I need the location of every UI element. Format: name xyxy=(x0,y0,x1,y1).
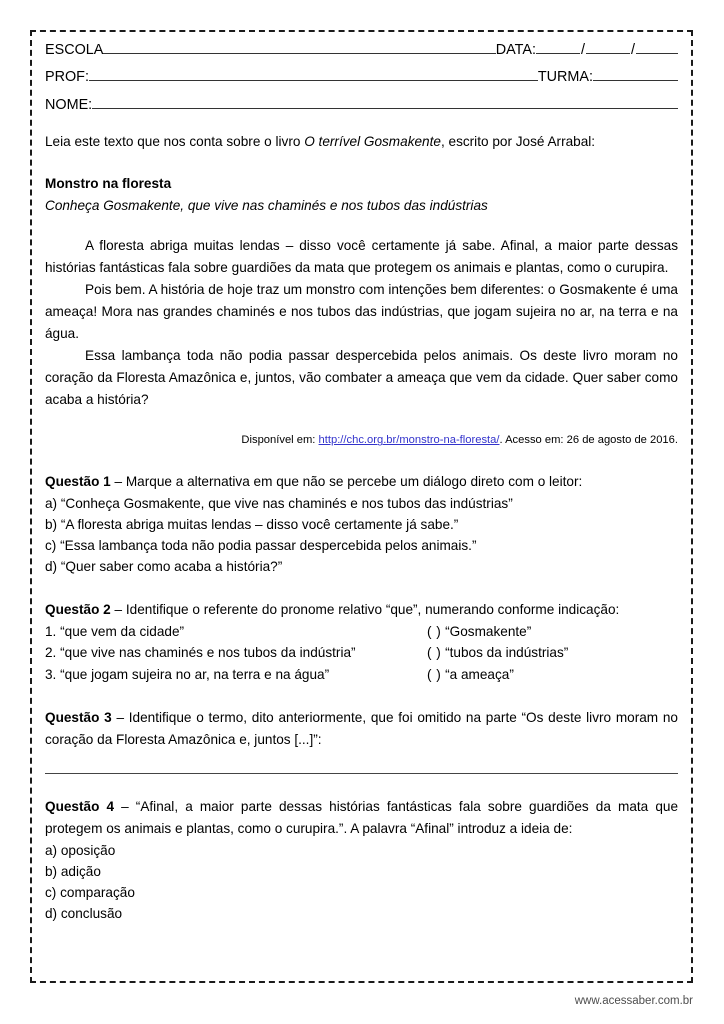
source-prefix: Disponível em: xyxy=(241,434,319,447)
source-url-link[interactable]: http://chc.org.br/monstro-na-floresta/ xyxy=(318,434,500,447)
question-4-alternative-b[interactable]: b) adição xyxy=(45,863,101,879)
name-input-line[interactable] xyxy=(92,97,678,109)
match-item-right xyxy=(427,642,678,663)
question-1-prompt xyxy=(45,471,678,493)
teacher-input-line[interactable] xyxy=(89,69,538,81)
book-title: O terrível Gosmakente xyxy=(304,134,441,150)
match-item-right xyxy=(427,664,678,685)
question-2-text: Identifique o referente do pronome relativo “que”, numerando conforme indicação: xyxy=(125,602,620,618)
date-label: DATA: xyxy=(495,42,536,58)
match-row xyxy=(45,621,678,642)
question-1-alternative-d[interactable]: d) “Quer saber como acaba a história?” xyxy=(45,559,283,575)
match-answer-box[interactable]: ( ) xyxy=(427,666,442,682)
question-3-number: Questão 3 xyxy=(45,709,112,725)
match-item-right xyxy=(427,621,678,642)
class-label: TURMA: xyxy=(537,69,593,86)
question-3-prompt xyxy=(45,707,678,751)
source-line xyxy=(45,433,678,449)
question-4-dash: – xyxy=(114,798,136,814)
question-4-alternative-d[interactable]: d) conclusão xyxy=(45,905,123,921)
text-subtitle: Conheça Gosmakente, que vive nas chaminés e nos tubos das indústrias xyxy=(45,197,488,213)
question-4-number: Questão 4 xyxy=(45,798,115,814)
question-2 xyxy=(45,599,678,684)
date-separator-2: / xyxy=(631,42,635,58)
intro-after-title: , escrito por José Arrabal: xyxy=(440,134,596,150)
question-1-text: Marque a alternativa em que não se percebe um diálogo direto com o leitor: xyxy=(125,474,583,490)
match-item-left: 3. “que jogam sujeira no ar, na terra e na água” xyxy=(45,666,330,682)
name-label: NOME: xyxy=(45,96,93,113)
match-answer-box[interactable]: ( ) xyxy=(427,645,442,661)
question-4-text: “Afinal, a maior parte dessas histórias fantásticas fala sobre guardiões da mata que protegem os animais e plantas, como o curupira.”. A palavra “Afinal” introduz a ideia de: xyxy=(45,798,679,836)
text-title: Monstro na floresta xyxy=(45,175,172,191)
footer-website: www.acessaber.com.br xyxy=(574,995,693,1007)
question-1 xyxy=(45,471,678,577)
date-year-input-line[interactable] xyxy=(636,42,678,54)
match-item-left: 2. “que vive nas chaminés e nos tubos da indústria” xyxy=(45,645,356,661)
question-3-answer-line[interactable] xyxy=(45,773,678,774)
school-input-line[interactable] xyxy=(103,42,495,54)
question-4-alternative-c[interactable]: c) comparação xyxy=(45,884,135,900)
match-row xyxy=(45,642,678,663)
date-month-input-line[interactable] xyxy=(586,42,630,54)
question-3-dash: – xyxy=(111,709,129,725)
intro-before-title: Leia este texto que nos conta sobre o livro xyxy=(45,134,305,150)
match-row xyxy=(45,664,678,685)
date-separator-1: / xyxy=(581,42,585,58)
question-4-prompt xyxy=(45,796,678,840)
question-1-number: Questão 1 xyxy=(45,474,111,490)
date-day-input-line[interactable] xyxy=(536,42,580,54)
question-1-alternative-a[interactable]: a) “Conheça Gosmakente, que vive nas chaminés e nos tubos das indústrias” xyxy=(45,496,513,512)
question-3 xyxy=(45,707,678,774)
text-paragraph: Pois bem. A história de hoje traz um monstro com intenções bem diferentes: o Gosmakente é uma ameaça! Mora nas grandes chaminés e nos tubos das indústrias, que jogam sujeira no ar, na terra e na água. xyxy=(45,282,678,342)
field-row-teacher-class xyxy=(45,69,678,84)
class-input-line[interactable] xyxy=(593,69,678,81)
question-2-prompt xyxy=(45,599,678,621)
match-item-right-label: “tubos da indústrias” xyxy=(441,645,569,661)
field-row-name xyxy=(45,97,678,112)
text-paragraph: Essa lambança toda não podia passar despercebida pelos animais. Os deste livro moram no coração da Floresta Amazônica e, juntos, vão combater a ameaça que vem da cidade. Quer saber como acaba a história? xyxy=(45,348,678,408)
field-row-school-date xyxy=(45,42,678,57)
question-3-text: Identifique o termo, dito anteriormente, que foi omitido na parte “Os deste livro moram no coração da Floresta Amazônica e, juntos [...]”: xyxy=(45,709,678,747)
question-1-alternative-c[interactable]: c) “Essa lambança toda não podia passar despercebida pelos animais.” xyxy=(45,538,477,554)
question-4-alternative-a[interactable]: a) oposição xyxy=(45,842,116,858)
match-item-left: 1. “que vem da cidade” xyxy=(45,624,185,640)
school-label: ESCOLA xyxy=(45,42,104,58)
question-1-alternative-b[interactable]: b) “A floresta abriga muitas lendas – disso você certamente já sabe.” xyxy=(45,517,459,533)
text-paragraph: A floresta abriga muitas lendas – disso você certamente já sabe. Afinal, a maior parte dessas histórias fantásticas fala sobre guardiões da mata que protegem os animais e plantas, como o curupira. xyxy=(45,238,678,276)
question-2-dash: – xyxy=(110,602,126,618)
worksheet-content xyxy=(45,42,678,924)
teacher-label: PROF: xyxy=(45,69,89,86)
match-item-right-label: “Gosmakente” xyxy=(441,624,532,640)
match-item-right-label: “a ameaça” xyxy=(441,666,514,682)
question-2-number: Questão 2 xyxy=(45,602,111,618)
question-1-dash: – xyxy=(110,474,126,490)
match-answer-box[interactable]: ( ) xyxy=(427,624,442,640)
question-4 xyxy=(45,796,678,924)
reading-instruction xyxy=(45,132,678,152)
source-suffix: . Acesso em: 26 de agosto de 2016. xyxy=(499,434,678,447)
